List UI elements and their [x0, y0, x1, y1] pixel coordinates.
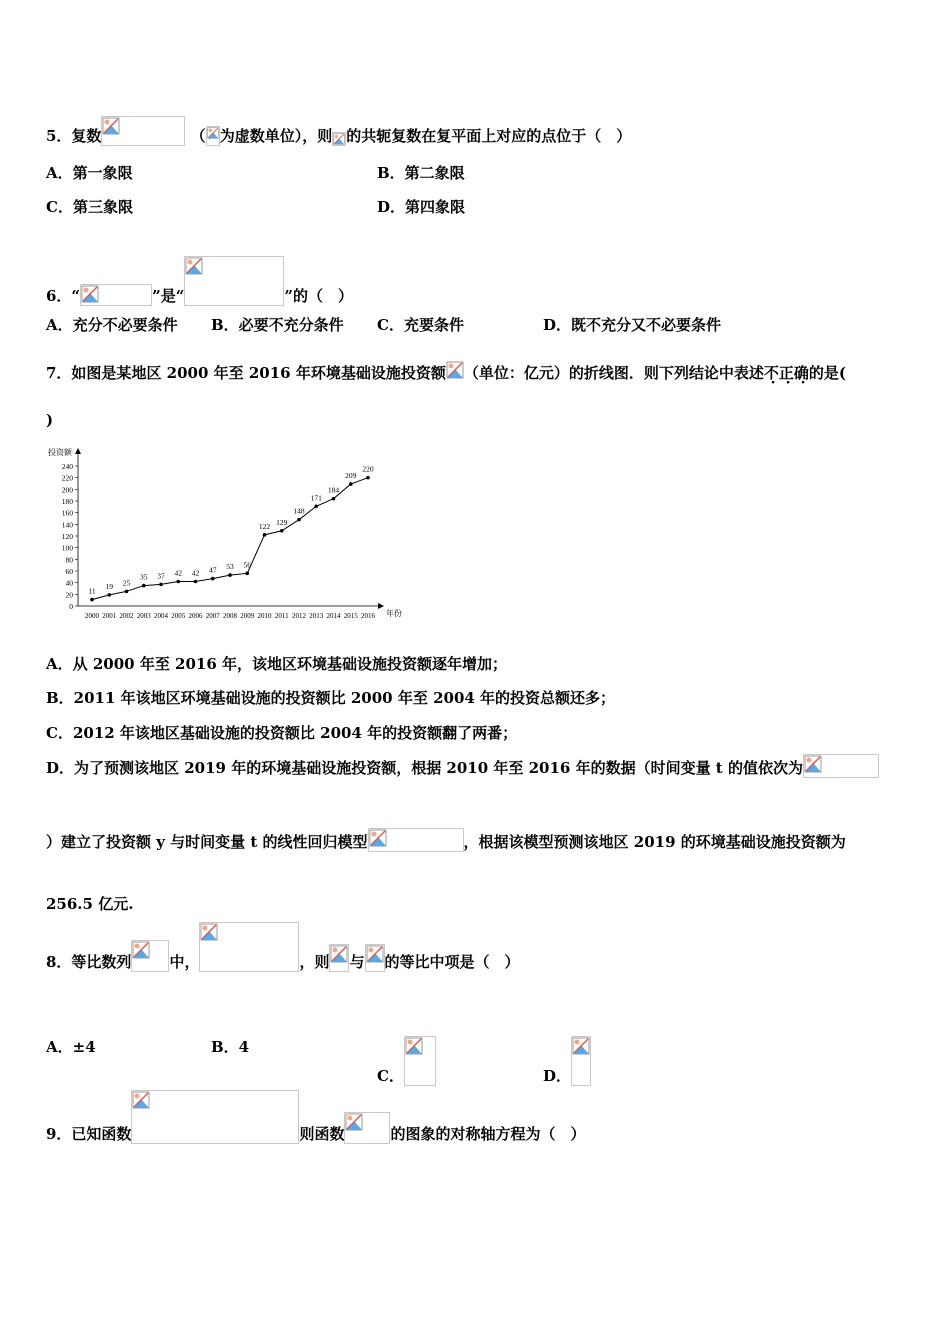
q8-option-d [543, 1036, 591, 1086]
data-point [125, 590, 129, 594]
x-tick-label: 2001 [102, 612, 117, 620]
broken-image-icon [102, 117, 120, 135]
x-tick-label: 2009 [240, 612, 255, 620]
q8-term-a-image [329, 944, 349, 972]
q8-option-d-image [571, 1036, 591, 1086]
q8-stem [46, 922, 520, 974]
q8-stem-text-d: 与 [349, 953, 365, 971]
q6-stem [46, 256, 353, 306]
broken-image-icon [369, 829, 387, 847]
broken-image-icon [200, 923, 218, 941]
q8-term-b-image [365, 944, 385, 972]
broken-image-icon [366, 945, 384, 963]
data-point [211, 577, 215, 581]
q5-stem [46, 116, 631, 146]
q8-stem-text-e: 的等比中项是（ ） [384, 953, 520, 971]
q7-option-d-line2 [46, 828, 846, 852]
q5-option-a: A．第一象限 [46, 164, 133, 182]
q7-stem-text-a: 7．如图是某地区 2000 年至 2016 年环境基础设施投资额 [46, 364, 446, 382]
broken-image-icon [804, 755, 822, 773]
x-tick-label: 2016 [361, 612, 375, 620]
y-tick-label: 60 [65, 567, 73, 576]
data-point [142, 584, 146, 588]
q9-function-image [131, 1090, 299, 1144]
data-label: 42 [191, 568, 200, 578]
x-tick-label: 2012 [292, 612, 306, 620]
data-point [263, 533, 267, 537]
y-tick-label: 180 [61, 497, 73, 506]
q6-condition-b-image [184, 256, 284, 306]
q7-option-d-line1 [46, 754, 879, 778]
data-label: 129 [276, 517, 288, 527]
q7-stem-text-d: 的是( [808, 364, 846, 382]
y-tick-label: 0 [69, 602, 73, 611]
q9-stem-text-b: 则函数 [299, 1125, 345, 1143]
q9-stem-text-a: 9．已知函数 [46, 1125, 132, 1143]
q5-option-c: C．第三象限 [46, 198, 133, 216]
q7-emphasis-char-1: 不 [763, 364, 779, 382]
x-tick-label: 2008 [223, 612, 237, 620]
data-point [314, 504, 318, 508]
data-point [332, 497, 336, 501]
data-label: 56 [243, 560, 251, 570]
q7-option-d-line3: 256.5 亿元. [46, 895, 134, 913]
broken-image-icon [446, 361, 464, 379]
q6-option-a: A．充分不必要条件 [46, 316, 178, 334]
y-tick-label: 40 [65, 578, 73, 588]
q7-option-b: B．2011 年该地区环境基础设施的投资额比 2000 年至 2004 年的投资总额还多； [46, 689, 616, 707]
broken-image-icon [132, 941, 150, 959]
q8-option-c-label: C． [377, 1067, 404, 1085]
q8-stem-text-c: ，则 [299, 953, 330, 971]
q6-option-c: C．充要条件 [377, 316, 464, 334]
q7-option-d-text-a: D．为了预测该地区 2019 年的环境基础设施投资额，根据 2010 年至 2016 年的数据（时间变量 t 的值依次为 [46, 759, 803, 777]
data-label: 148 [293, 506, 305, 516]
broken-image-icon [330, 945, 348, 963]
q7-option-a: A．从 2000 年至 2016 年，该地区环境基础设施投资额逐年增加； [46, 655, 508, 673]
q7-emphasis-char-2: 正 [778, 364, 794, 382]
broken-image-icon [185, 257, 203, 275]
q8-option-a: A．±4 [46, 1038, 96, 1056]
q7-stem-close: ) [46, 411, 54, 429]
y-tick-label: 200 [61, 485, 73, 495]
y-tick-label: 220 [61, 473, 73, 483]
broken-image-icon [405, 1037, 423, 1055]
q7-option-d-text-b: ）建立了投资额 y 与时间变量 t 的线性回归模型 [46, 833, 368, 851]
q9-stem-text-c: 的图象的对称轴方程为（ ） [390, 1125, 586, 1143]
y-tick-label: 120 [61, 532, 73, 541]
data-label: 19 [105, 581, 113, 591]
data-point [349, 482, 353, 486]
x-tick-label: 2000 [85, 612, 99, 620]
q6-stem-text-a: 6．“ [46, 287, 81, 305]
data-point [90, 598, 94, 602]
data-label: 47 [209, 565, 217, 575]
q5-stem-text-b: （ [190, 127, 206, 145]
x-tick-label: 2010 [257, 612, 272, 620]
data-point [159, 583, 163, 587]
x-tick-label: 2006 [188, 612, 203, 620]
data-label: 42 [174, 568, 182, 578]
data-point [228, 573, 232, 577]
y-tick-label: 140 [61, 520, 73, 530]
investment-line-chart [44, 444, 404, 624]
y-tick-label: 240 [61, 462, 73, 471]
q5-stem-text-a: 5．复数 [46, 127, 102, 145]
data-label: 11 [88, 586, 96, 596]
q8-option-c-image [404, 1036, 436, 1086]
q5-stem-text-c: 为虚数单位），则 [219, 127, 333, 145]
q5-option-d: D．第四象限 [377, 198, 466, 216]
q7-regression-model-image [368, 828, 464, 852]
q7-y-image [446, 361, 464, 383]
data-label: 37 [157, 571, 165, 581]
q6-stem-text-b: ”是“ [152, 287, 185, 305]
data-label: 220 [362, 464, 374, 474]
data-label: 25 [122, 578, 131, 588]
broken-image-icon [132, 1091, 150, 1109]
broken-image-icon [333, 133, 345, 145]
data-point [280, 529, 284, 533]
y-tick-label: 80 [65, 555, 73, 565]
q7-option-d-text-c: ，根据该模型预测该地区 2019 的环境基础设施投资额为 [463, 833, 846, 851]
x-axis-label: 年份 [386, 609, 402, 618]
x-tick-label: 2013 [309, 612, 324, 620]
data-point [245, 572, 249, 576]
q7-t-values-image [803, 754, 879, 778]
data-label: 53 [226, 562, 234, 572]
y-tick-label: 160 [61, 508, 73, 518]
q8-option-d-label: D． [543, 1067, 572, 1085]
broken-image-icon [345, 1113, 363, 1131]
x-tick-label: 2002 [119, 612, 134, 620]
data-point [107, 593, 111, 597]
q8-stem-text-a: 8．等比数列 [46, 953, 132, 971]
x-tick-label: 2014 [326, 612, 341, 620]
x-tick-label: 2005 [171, 612, 186, 620]
q9-stem [46, 1090, 585, 1144]
data-point [297, 518, 301, 522]
broken-image-icon [207, 127, 219, 139]
x-tick-label: 2003 [136, 612, 151, 620]
data-label: 122 [258, 521, 271, 531]
data-point [366, 476, 370, 480]
x-tick-label: 2011 [274, 612, 289, 620]
q8-stem-text-b: 中， [169, 953, 200, 971]
q6-stem-text-c: ”的（ ） [284, 287, 353, 305]
q7-option-c: C．2012 年该地区基础设施的投资额比 2004 年的投资额翻了两番； [46, 724, 518, 742]
data-point [194, 580, 198, 584]
x-tick-label: 2007 [205, 612, 220, 620]
data-label: 35 [140, 572, 148, 582]
y-axis-label: 投资额 [48, 448, 72, 457]
q5-i-image [206, 126, 220, 146]
data-label: 171 [310, 493, 322, 503]
broken-image-icon [81, 285, 99, 303]
broken-image-icon [572, 1037, 590, 1055]
q8-option-b: B．4 [211, 1038, 250, 1056]
q6-condition-a-image [80, 284, 152, 306]
y-tick-label: 20 [65, 590, 73, 600]
q5-stem-text-d: 的共轭复数在复平面上对应的点位于（ ） [346, 127, 632, 145]
q8-option-c [377, 1036, 436, 1086]
data-point [176, 580, 180, 584]
x-axis-arrow [378, 603, 384, 609]
data-label: 184 [327, 485, 340, 495]
q7-stem-text-b: （单位：亿元）的折线图．则下列结论中表述 [463, 364, 764, 382]
q5-option-b: B．第二象限 [377, 164, 465, 182]
q5-formula-image [101, 116, 185, 146]
y-axis-arrow [75, 448, 81, 454]
data-label: 209 [345, 471, 357, 481]
x-tick-label: 2015 [343, 612, 358, 620]
y-tick-label: 100 [61, 543, 73, 553]
q6-option-d: D．既不充分又不必要条件 [543, 316, 722, 334]
q7-emphasis-char-3: 确 [793, 364, 809, 382]
q9-g-function-image [344, 1112, 390, 1144]
series-line [92, 478, 368, 600]
x-tick-label: 2004 [154, 612, 168, 620]
q8-an-image [131, 940, 169, 972]
q5-z-image [332, 132, 346, 146]
q8-condition-image [199, 922, 299, 972]
q7-stem [46, 361, 846, 383]
q6-option-b: B．必要不充分条件 [211, 316, 344, 334]
